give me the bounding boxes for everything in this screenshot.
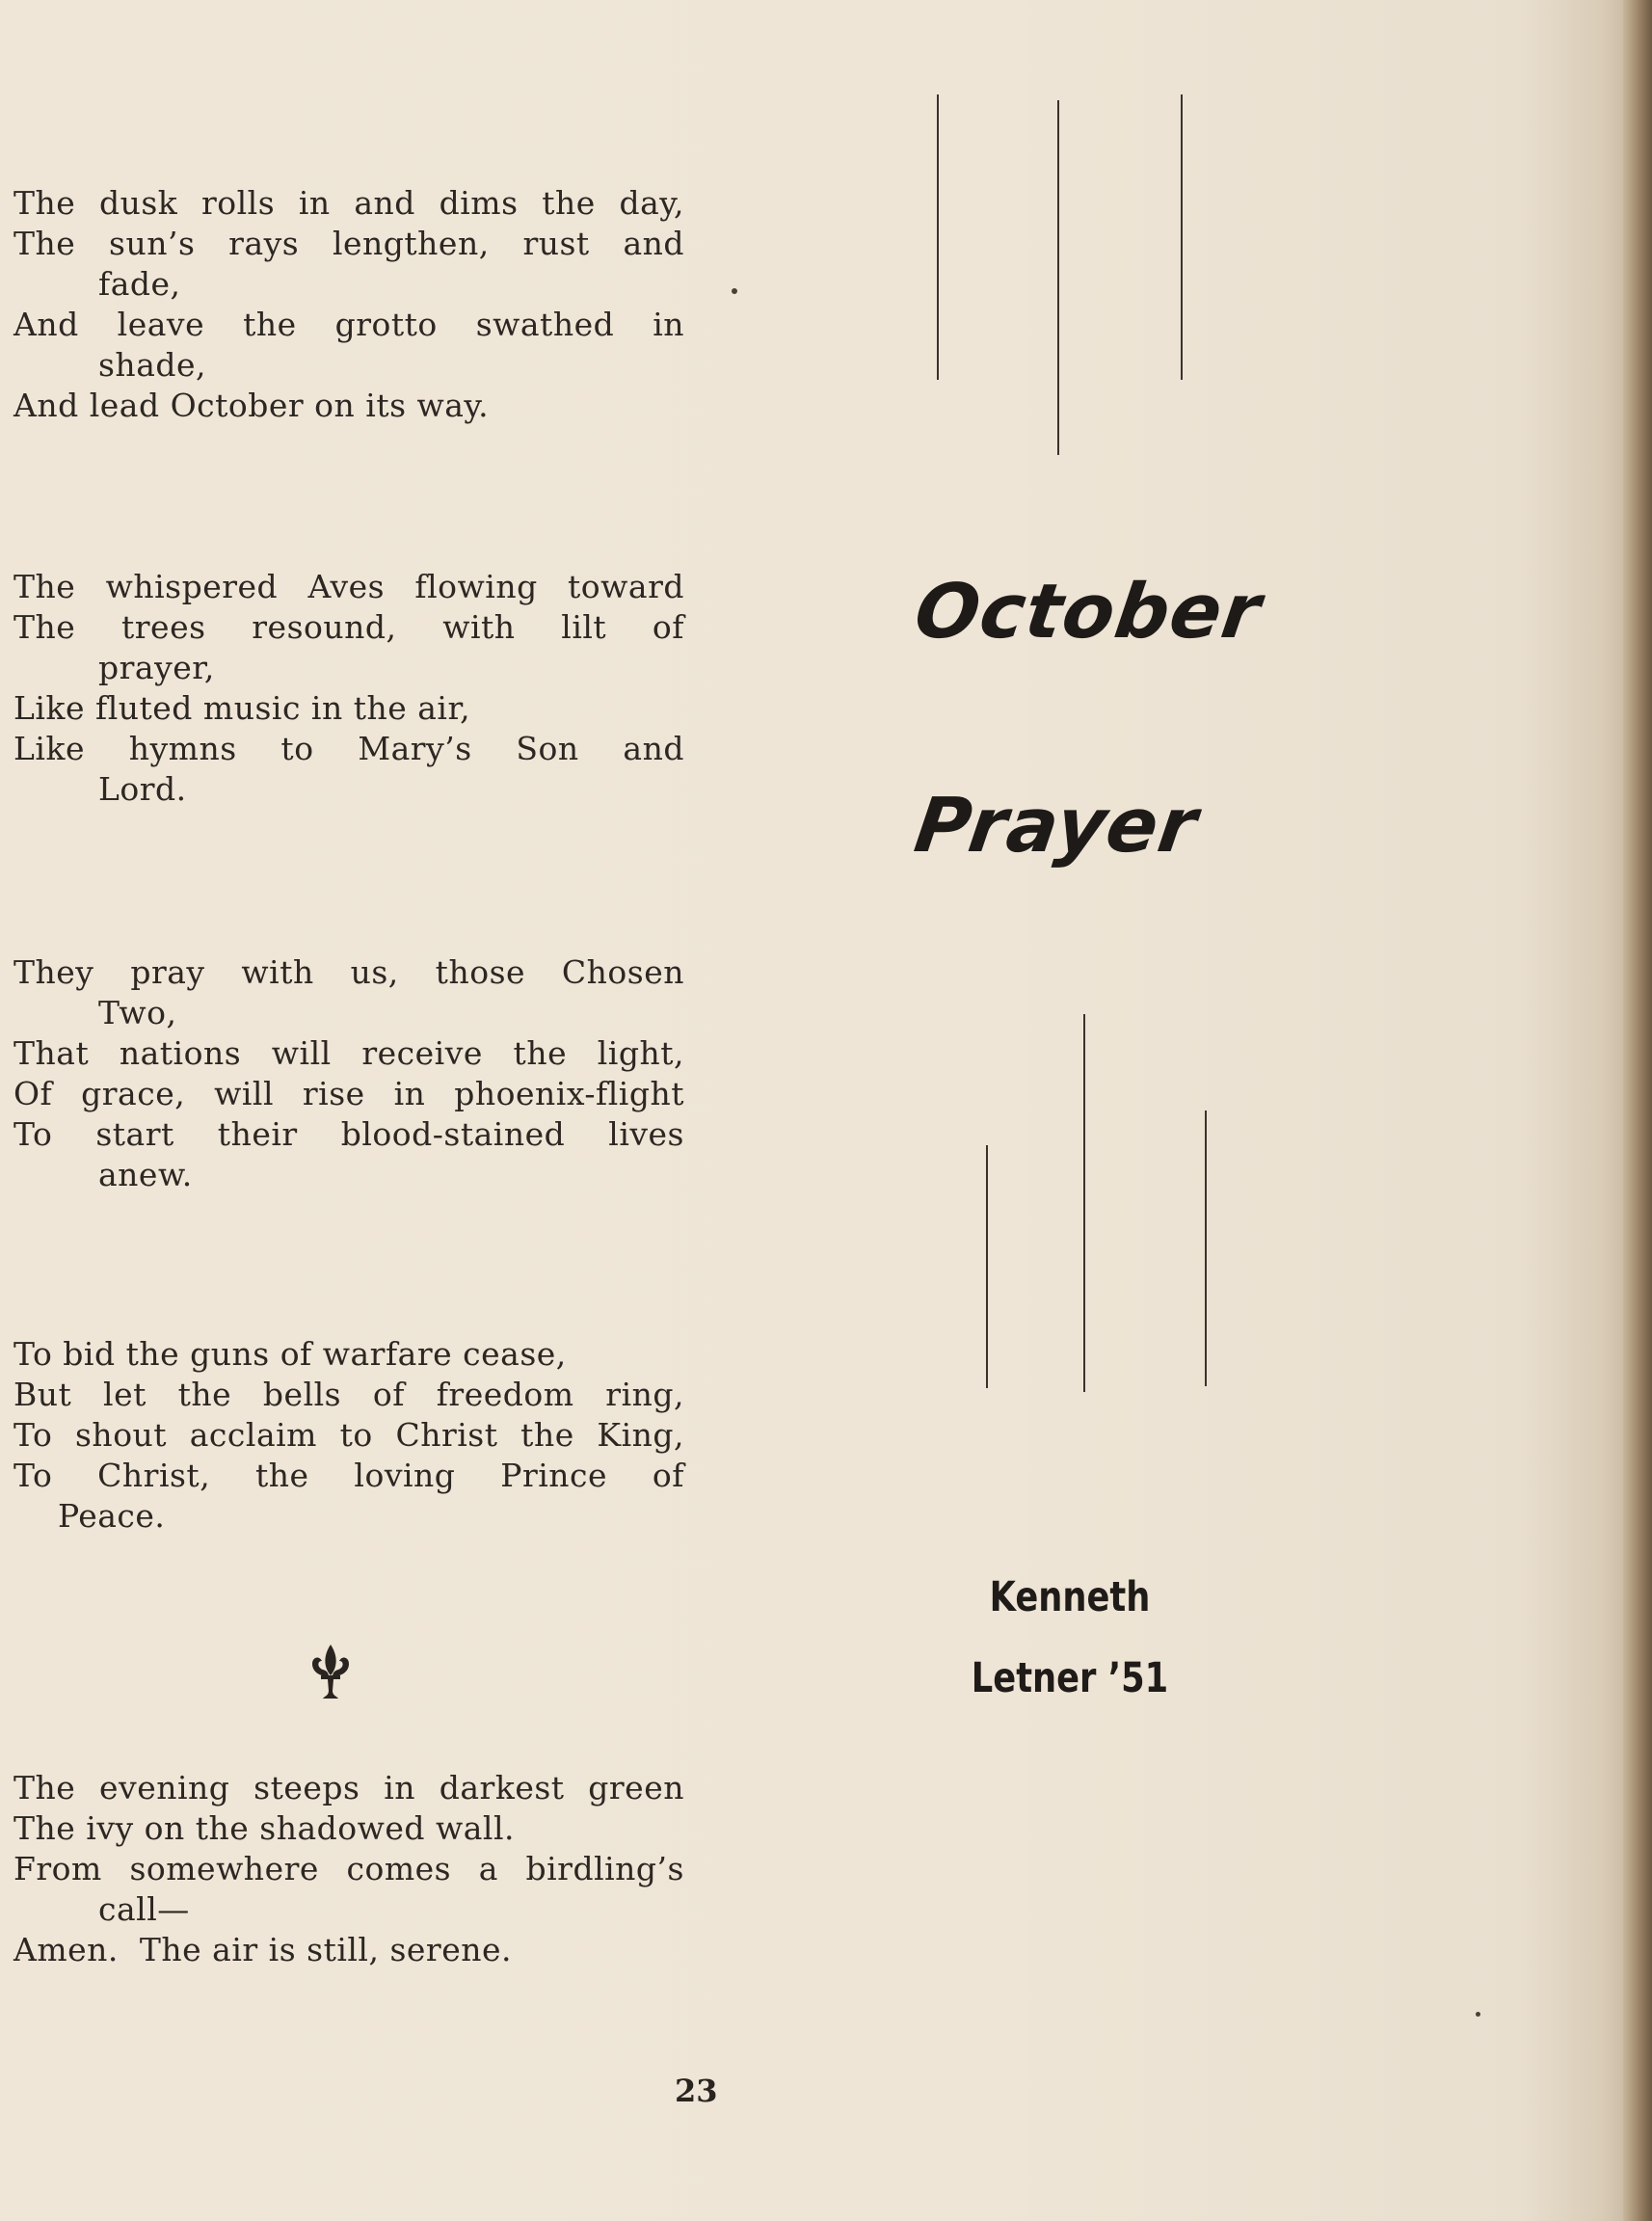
poem-line: shade, <box>98 346 207 384</box>
poem-line: Of grace, will rise in phoenix-flight <box>13 1075 684 1112</box>
decorative-rule <box>1083 1014 1085 1392</box>
decorative-rule <box>1057 100 1059 455</box>
print-speck <box>732 288 737 294</box>
poem-stanza-5 <box>13 1768 684 1970</box>
poem-line: To Christ, the loving Prince of <box>13 1457 684 1494</box>
poem-line: prayer, <box>98 649 215 686</box>
poem-line: call— <box>98 1890 190 1928</box>
poem-line: And leave the grotto swathed in <box>13 306 684 343</box>
poem-line: Like fluted music in the air, <box>13 689 471 727</box>
title-october: October <box>909 569 1266 656</box>
poem-line: To shout acclaim to Christ the King, <box>13 1416 684 1454</box>
page-number: 23 <box>675 2073 718 2109</box>
poem-line: fade, <box>98 265 181 303</box>
poem-stanza-4 <box>13 1334 684 1537</box>
decorative-rule <box>937 94 939 380</box>
poem-line: The ivy on the shadowed wall. <box>13 1809 516 1847</box>
poem-stanza-2 <box>13 567 684 810</box>
print-speck <box>1476 2012 1480 2017</box>
poem-line: The whispered Aves flowing toward <box>13 568 684 605</box>
poem-line: But let the bells of freedom ring, <box>13 1376 684 1413</box>
decorative-rule <box>1205 1110 1207 1386</box>
poem-line: The dusk rolls in and dims the day, <box>13 184 684 222</box>
poem-line: To bid the guns of warfare cease, <box>13 1335 567 1373</box>
poem-stanza-3 <box>13 952 684 1195</box>
poem-line: From somewhere comes a birdling’s <box>13 1850 684 1887</box>
poem-line: The sun’s rays lengthen, rust and <box>13 225 684 262</box>
poem-line: The evening steeps in darkest green <box>13 1769 684 1806</box>
poem-line: And lead October on its way. <box>13 387 490 424</box>
poem-line: That nations will receive the light, <box>13 1034 684 1072</box>
book-spine-edge <box>1623 0 1652 2221</box>
poem-line: Two, <box>98 994 177 1031</box>
author-surname-year: Letner ’51 <box>971 1654 1169 1702</box>
poem-line: Peace. <box>58 1497 166 1535</box>
poem-line: They pray with us, those Chosen <box>13 953 684 991</box>
decorative-rule <box>986 1145 988 1388</box>
fleur-de-lis-icon <box>306 1643 355 1700</box>
title-prayer: Prayer <box>909 783 1204 870</box>
decorative-rule <box>1181 94 1183 380</box>
poem-line: To start their blood-stained lives <box>13 1115 684 1153</box>
poem-stanza-1 <box>13 183 684 426</box>
poem-line: The trees resound, with lilt of <box>13 608 684 646</box>
poem-line: Amen. The air is still, serene. <box>13 1931 513 1968</box>
poem-line: anew. <box>98 1156 193 1193</box>
poem-line: Lord. <box>98 770 187 808</box>
poem-line: Like hymns to Mary’s Son and <box>13 730 684 767</box>
author-name: Kenneth <box>989 1573 1151 1621</box>
